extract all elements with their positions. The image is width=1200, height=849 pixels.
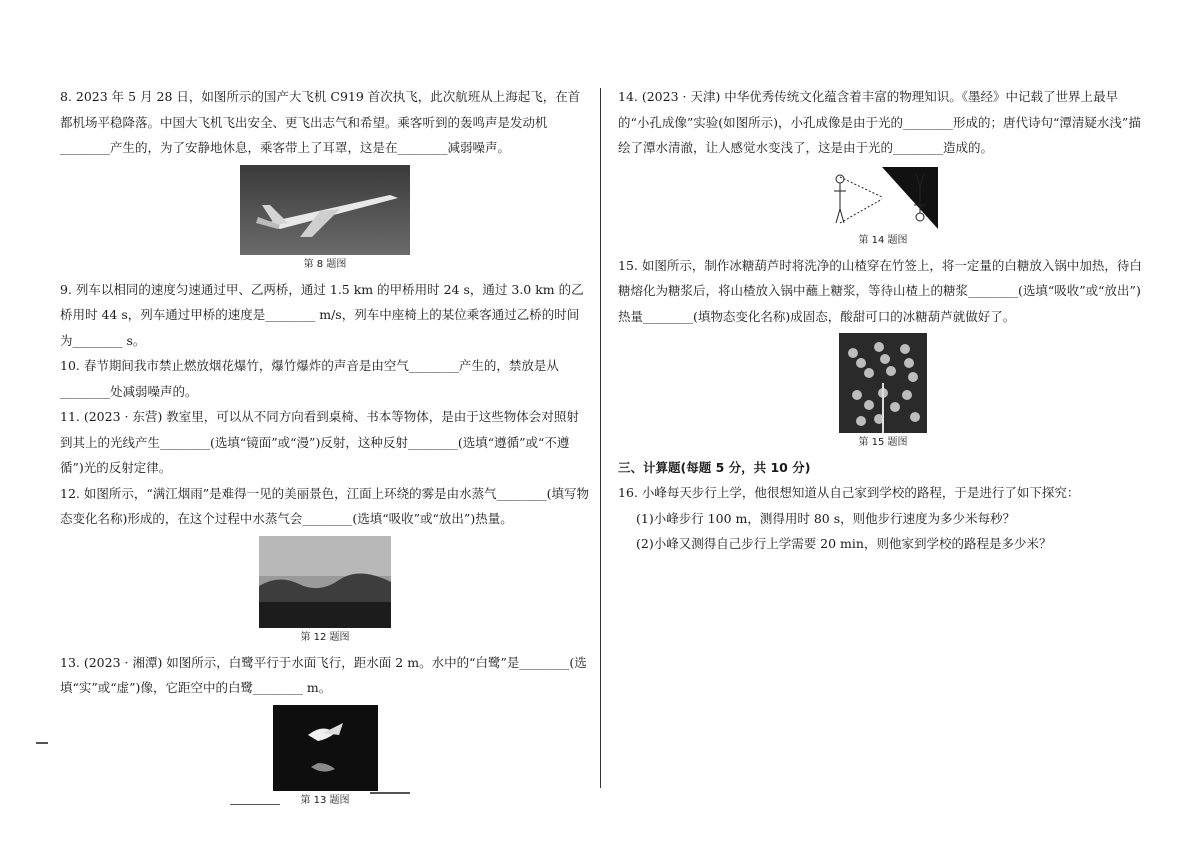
figure-13-caption: 第 13 题图 bbox=[300, 794, 350, 806]
figure-8-caption: 第 8 题图 bbox=[303, 258, 347, 270]
scan-mark bbox=[36, 742, 48, 744]
figure-14-caption: 第 14 题图 bbox=[858, 234, 908, 246]
figure-12-caption: 第 12 题图 bbox=[300, 631, 350, 643]
airplane-photo bbox=[240, 165, 410, 255]
question-8: 8. 2023 年 5 月 28 日，如图所示的国产大飞机 C919 首次执飞，此次航班从上海起飞，在首都机场平稳降落。中国大飞机飞出安全、更飞出志气和希望。乘客听到的轰鸣声是发动机________产生的，为了安静地休息，乘客带上了耳罩，这是在________减弱噪声。 bbox=[60, 89, 581, 155]
right-column bbox=[618, 84, 1148, 556]
question-9: 9. 列车以相同的速度匀速通过甲、乙两桥，通过 1.5 km 的甲桥用时 24 s，通过 3.0 km 的乙桥用时 44 s，列车通过甲桥的速度是________ m/s，列车中座椅上的某位乘客通过乙桥的时间为________ s。 bbox=[60, 281, 584, 348]
question-13: 13. (2023 · 湘潭) 如图所示，白鹭平行于水面飞行，距水面 2 m。水中的“白鹭”是________(选填“实”或“虚”)像，它距空中的白鹭________ m。 bbox=[60, 654, 587, 695]
question-12: 12. 如图所示，“满江烟雨”是难得一见的美丽景色，江面上环绕的雾是由水蒸气________(填写物态变化名称)形成的，在这个过程中水蒸气会________(选填“吸收”或“放出”)热量。 bbox=[60, 485, 590, 526]
candied-haws-photo bbox=[839, 333, 927, 433]
misty-river-photo bbox=[259, 536, 391, 628]
section-3-heading: 三、计算题(每题 5 分，共 10 分) bbox=[618, 460, 811, 475]
left-column bbox=[60, 84, 590, 813]
scan-mark bbox=[230, 804, 280, 805]
question-16-part-1: (1)小峰步行 100 m，测得用时 80 s，则他步行速度为多少米每秒？ bbox=[636, 510, 1016, 526]
egret-photo bbox=[273, 705, 378, 791]
question-14: 14. (2023 · 天津) 中华优秀传统文化蕴含着丰富的物理知识。《墨经》中记载了世界上最早的“小孔成像”实验(如图所示)，小孔成像是由于光的________形成的；唐代诗句“潭清疑水浅”描绘了潭水清澈，让人感觉水变浅了，这是由于光的________造成的。 bbox=[618, 89, 1141, 155]
column-divider bbox=[600, 88, 601, 788]
question-16-part-2: (2)小峰又测得自己步行上学需要 20 min，则他家到学校的路程是多少米？ bbox=[636, 535, 1052, 551]
figure-15-caption: 第 15 题图 bbox=[858, 437, 908, 448]
pinhole-imaging-diagram bbox=[828, 165, 938, 231]
question-16: 16. 小峰每天步行上学，他很想知道从自己家到学校的路程，于是进行了如下探究： bbox=[618, 485, 1080, 500]
scan-mark bbox=[370, 792, 410, 794]
question-10: 10. 春节期间我市禁止燃放烟花爆竹，爆竹爆炸的声音是由空气________产生的，禁放是从________处减弱噪声的。 bbox=[60, 358, 559, 399]
question-15: 15. 如图所示，制作冰糖葫芦时将洗净的山楂穿在竹签上，将一定量的白糖放入锅中加热，待白糖熔化为糖浆后，将山楂放入锅中蘸上糖浆，等待山楂上的糖浆________(选填“吸收”或“放出”)热量________(填物态变化名称)成固态，酸甜可口的冰糖葫芦就做好了。 bbox=[618, 257, 1142, 324]
question-11: 11. (2023 · 东营) 教室里，可以从不同方向看到桌椅、书本等物体，是由于这些物体会对照射到其上的光线产生________(选填“镜面”或“漫”)反射，这种反射________(选填“遵循”或“不遵循”)光的反射定律。 bbox=[60, 409, 579, 475]
